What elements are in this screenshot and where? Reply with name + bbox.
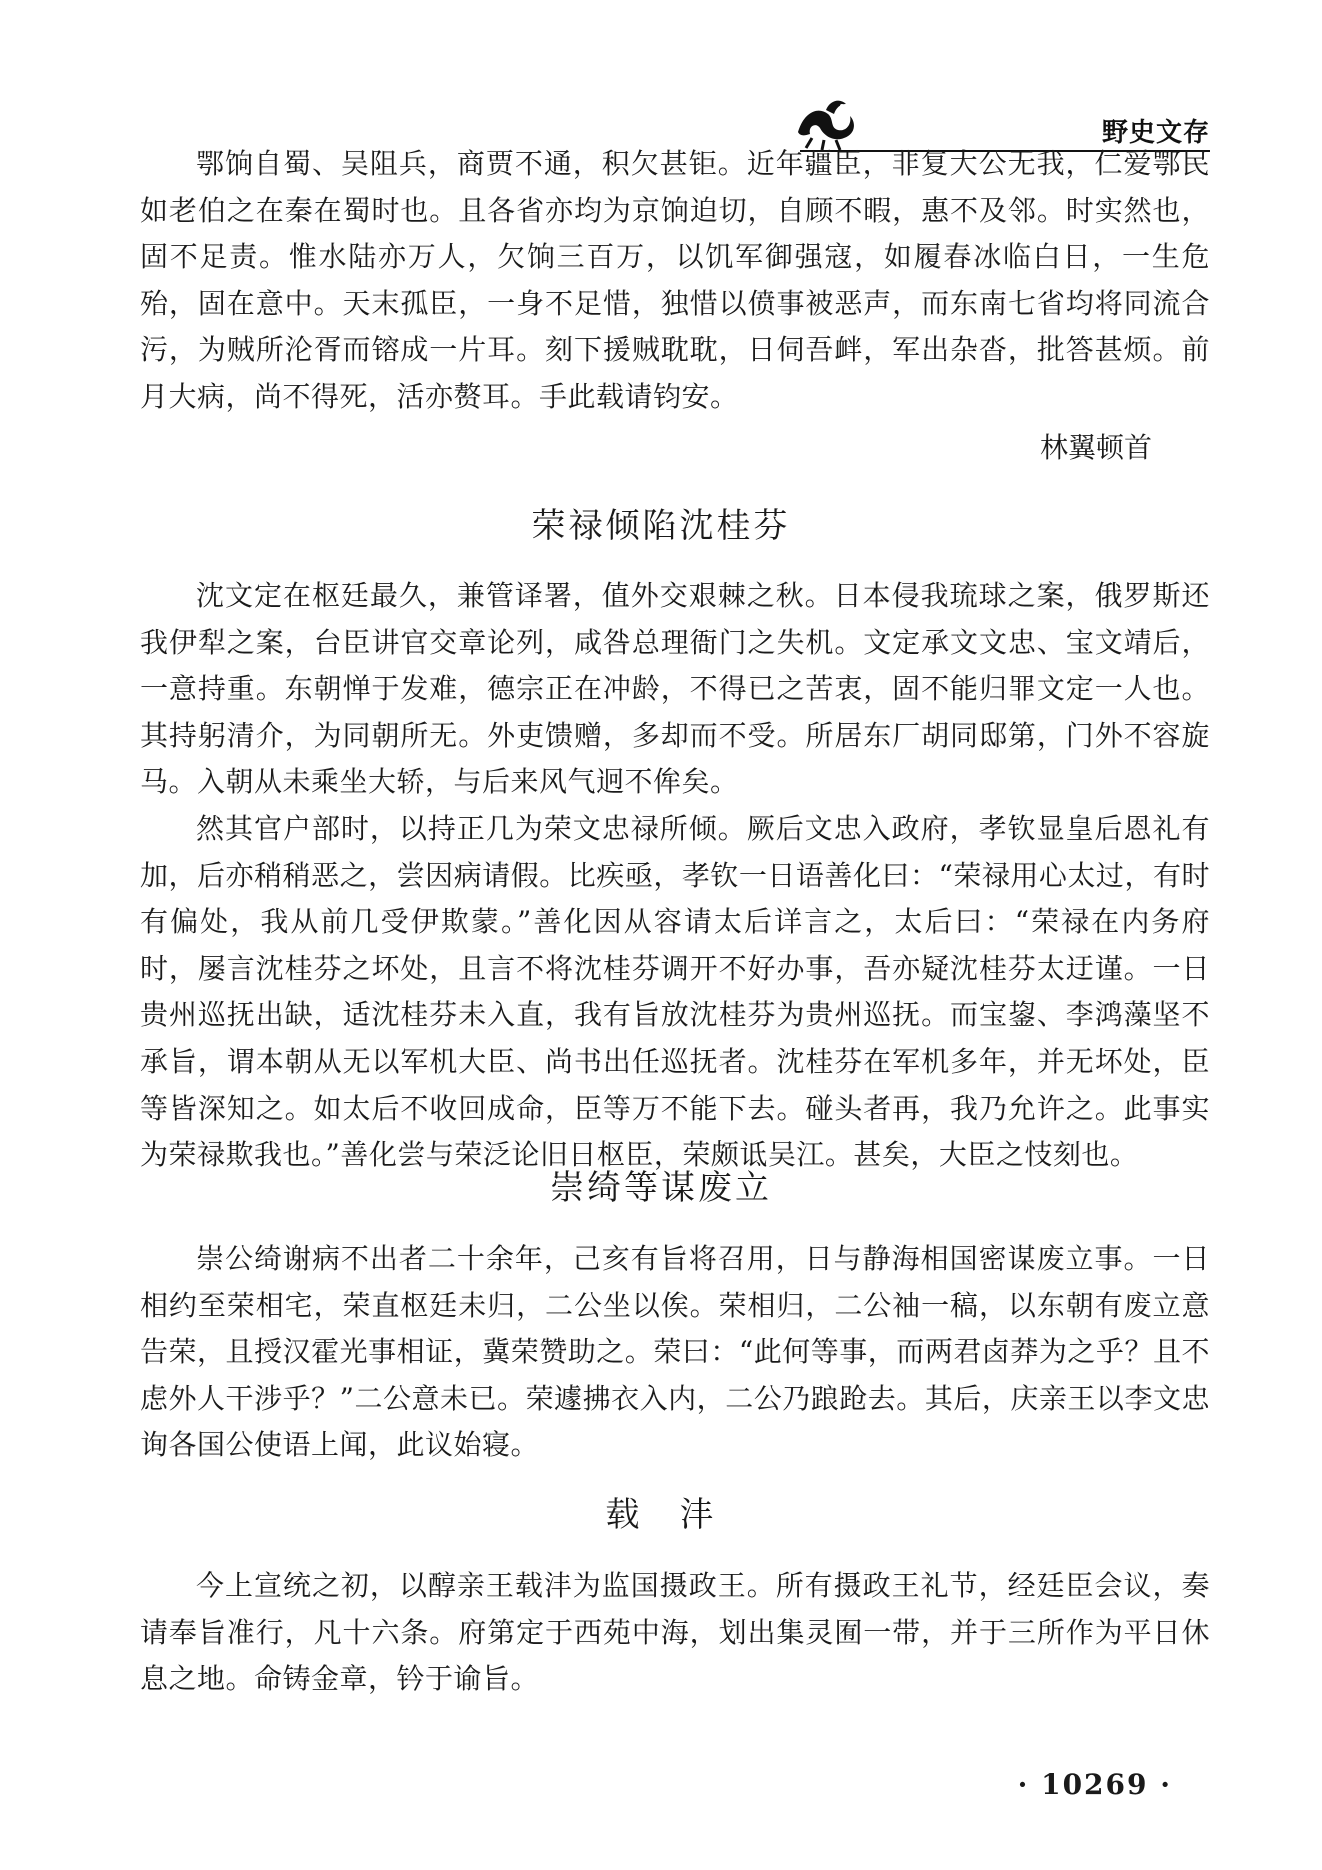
letter-continuation	[140, 141, 1210, 421]
section-body	[140, 1563, 1210, 1703]
section-title: 崇绮等谋废立	[550, 1168, 772, 1208]
series-title: 野史文存	[1101, 118, 1210, 148]
section-title: 荣禄倾陷沈桂芬	[531, 506, 791, 546]
section-body	[140, 1236, 1210, 1469]
page-number: · 10269 ·	[1017, 1768, 1172, 1801]
section-title: 载 沣	[605, 1495, 717, 1535]
section-body	[140, 573, 1210, 1179]
paragraph: 然其官户部时，以持正几为荣文忠禄所倾。厥后文忠入政府，孝钦显皇后恩礼有加，后亦稍稍恶之，尝因病请假。比疾亟，孝钦一日语善化曰：“荣禄用心太过，有时有偏处，我从前几受伊欺蒙。”善化因从容请太后详言之，太后曰：“荣禄在内务府时，屡言沈桂芬之坏处，且言不将沈桂芬调开不好办事，吾亦疑沈桂芬太迂谨。一日贵州巡抚出缺，适沈桂芬未入直，我有旨放沈桂芬为贵州巡抚。而宝鋆、李鸿藻坚不承旨，谓本朝从无以军机大臣、尚书出任巡抚者。沈桂芬在军机多年，并无坏处，臣等皆深知之。如太后不收回成命，臣等万不能下去。碰头者再，我乃允许之。此事实为荣禄欺我也。”善化尝与荣泛论旧日枢臣，荣颇诋吴江。甚矣，大臣之忮刻也。	[140, 811, 1210, 1172]
paragraph: 鄂饷自蜀、吴阻兵，商贾不通，积欠甚钜。近年疆臣，非复大公无我，仁爱鄂民如老伯之在秦在蜀时也。且各省亦均为京饷迫切，自顾不暇，惠不及邻。时实然也，固不足责。惟水陆亦万人，欠饷三百万，以饥军御强寇，如履春冰临白日，一生危殆，固在意中。天末孤臣，一身不足惜，独惜以偾事被恶声，而东南七省均将同流合污，为贼所沦胥而镕成一片耳。刻下援贼耽耽，日伺吾衅，军出杂沓，批答甚烦。前月大病，尚不得死，活亦赘耳。手此载请钧安。	[140, 147, 1210, 413]
paragraph: 崇公绮谢病不出者二十余年，己亥有旨将召用，日与静海相国密谋废立事。一日相约至荣相宅，荣直枢廷未归，二公坐以俟。荣相归，二公袖一稿，以东朝有废立意告荣，且授汉霍光事相证，冀荣赞助之。荣曰：“此何等事，而两君卤莽为之乎？且不虑外人干涉乎？”二公意未已。荣遽拂衣入内，二公乃踉跄去。其后，庆亲王以李文忠询各国公使语上闻，此议始寝。	[140, 1242, 1210, 1462]
paragraph: 今上宣统之初，以醇亲王载沣为监国摄政王。所有摄政王礼节，经廷臣会议，奏请奉旨准行，凡十六条。府第定于西苑中海，划出集灵囿一带，并于三所作为平日休息之地。命铸金章，钤于谕旨。	[140, 1569, 1210, 1696]
signature: 林翼顿首	[1039, 431, 1152, 464]
paragraph: 沈文定在枢廷最久，兼管译署，值外交艰棘之秋。日本侵我琉球之案，俄罗斯还我伊犁之案，台臣讲官交章论列，咸咎总理衙门之失机。文定承文文忠、宝文靖后，一意持重。东朝惮于发难，德宗正在冲龄，不得已之苦衷，固不能归罪文定一人也。其持躬清介，为同朝所无。外吏馈赠，多却而不受。所居东厂胡同邸第，门外不容旋马。入朝从未乘坐大轿，与后来风气迥不侔矣。	[140, 579, 1210, 799]
